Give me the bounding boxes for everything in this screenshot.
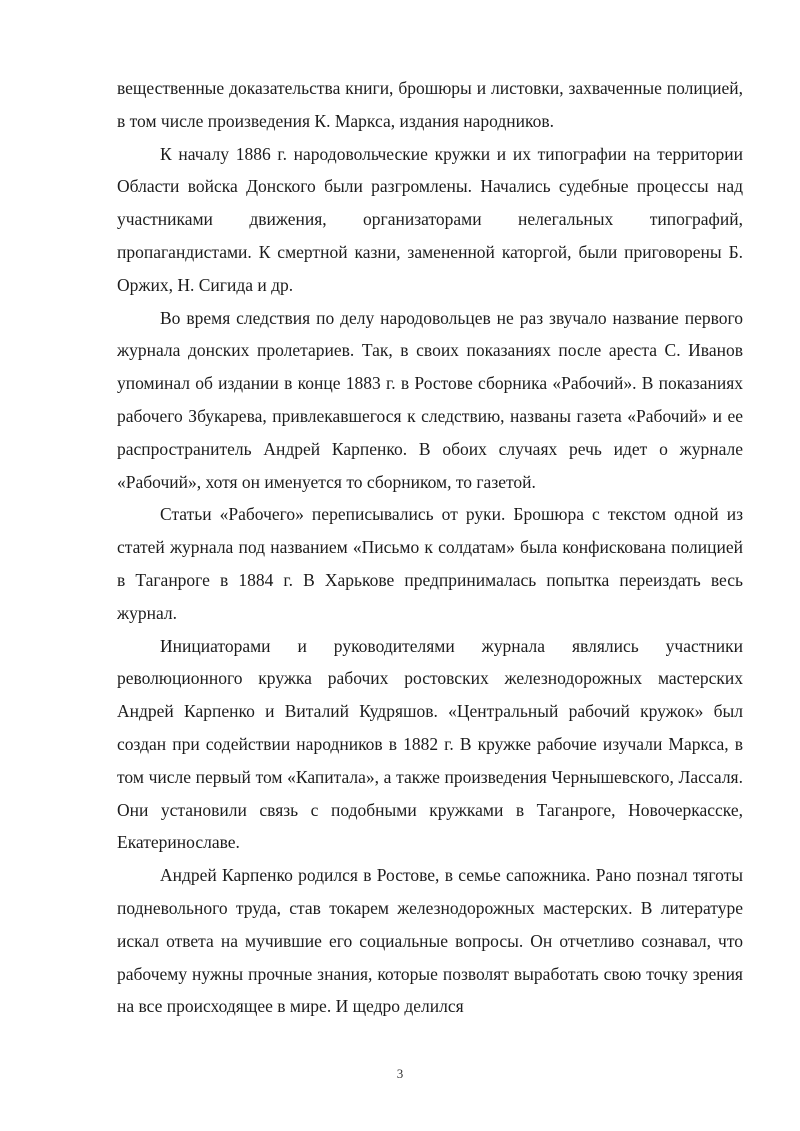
page-number: 3 bbox=[396, 1066, 404, 1081]
paragraph: Андрей Карпенко родился в Ростове, в семье сапожника. Рано познал тяготы подневольного труда, став токарем железнодорожных мастерских. В литературе искал ответа на мучившие его социальные вопросы. Он отчетливо сознавал, что рабочему нужны прочные знания, которые позволят выработать свою точку зрения на все происходящее в мире. И щедро делился bbox=[117, 865, 743, 1017]
paragraph: вещественные доказательства книги, брошюры и листовки, захваченные полицией, в том числе произведения К. Маркса, издания народников. bbox=[117, 78, 743, 131]
paragraph: Статьи «Рабочего» переписывались от руки. Брошюра с текстом одной из статей журнала под названием «Письмо к солдатам» была конфискована полицией в Таганроге в 1884 г. В Харькове предпринималась попытка переиздать весь журнал. bbox=[117, 504, 743, 623]
paragraph: Инициаторами и руководителями журнала являлись участники революционного кружка рабочих ростовских железнодорожных мастерских Андрей Карпенко и Виталий Кудряшов. «Центральный рабочий кружок» был создан при содействии народников в 1882 г. В кружке рабочие изучали Маркса, в том числе первый том «Капитала», а также произведения Чернышевского, Лассаля. Они установили связь с подобными кружками в Таганроге, Новочеркасске, Екатеринославе. bbox=[117, 635, 743, 853]
paragraph: Во время следствия по делу народовольцев не раз звучало название первого журнала донских пролетариев. Так, в своих показаниях после ареста С. Иванов упоминал об издании в конце 1883 г. в Ростове сборника «Рабочий». В показаниях рабочего Збукарева, привлекавшегося к следствию, названы газета «Рабочий» и ее распространитель Андрей Карпенко. В обоих случаях речь идет о журнале «Рабочий», хотя он именуется то сборником, то газетой. bbox=[117, 307, 743, 492]
paragraph: К началу 1886 г. народовольческие кружки и их типографии на территории Области войска Донского были разгромлены. Начались судебные процессы над участниками движения, организаторами нелегальных типографий, пропагандистами. К смертной казни, замененной каторгой, были приговорены Б. Оржих, Н. Сигида и др. bbox=[117, 143, 743, 295]
body-text bbox=[117, 72, 743, 1023]
